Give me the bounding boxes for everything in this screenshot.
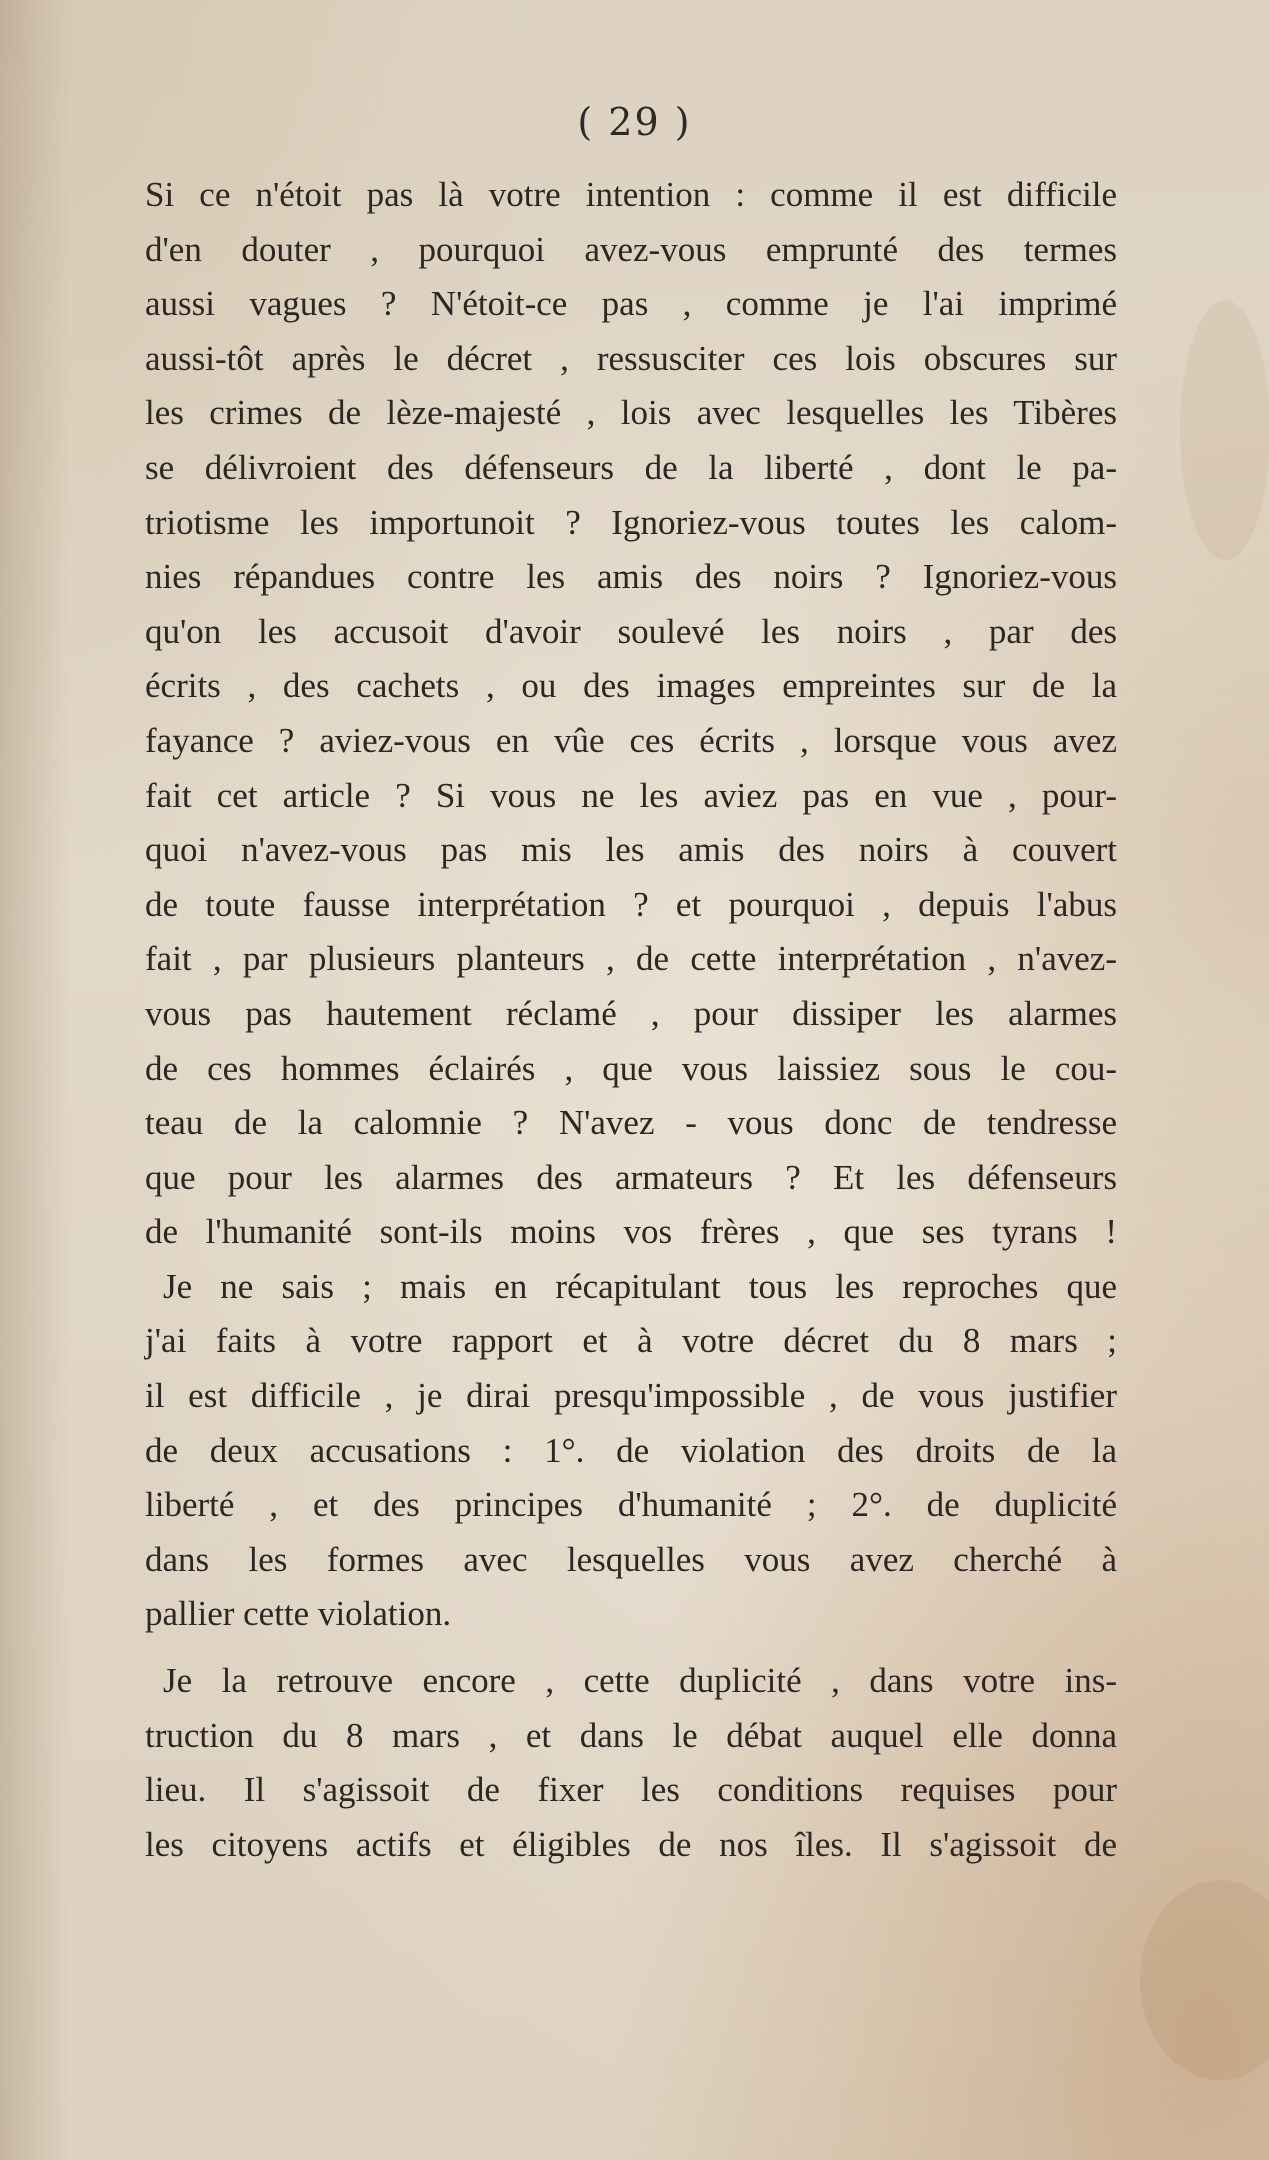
text-line: fait cet article ? Si vous ne les aviez pas en vue , pour- — [145, 775, 1117, 815]
text-line: il est difficile , je dirai presqu'impossible , de vous justifier — [145, 1376, 1117, 1416]
text-line: les crimes de lèze-majesté , lois avec lesquelles les Tibères — [145, 393, 1117, 433]
text-line: de l'humanité sont-ils moins vos frères , que ses tyrans ! — [145, 1212, 1117, 1252]
text-line: aussi vagues ? N'étoit-ce pas , comme je l'ai imprimé — [145, 284, 1117, 324]
text-line: fait , par plusieurs planteurs , de cette interprétation , n'avez- — [145, 939, 1117, 979]
text-line: d'en douter , pourquoi avez-vous emprunté des termes — [145, 229, 1117, 269]
paper-stain — [1140, 1880, 1269, 2080]
text-line: de ces hommes éclairés , que vous laissiez sous le cou- — [145, 1048, 1117, 1088]
text-line: Je ne sais ; mais en récapitulant tous les reproches que — [163, 1266, 1117, 1306]
text-line: Si ce n'étoit pas là votre intention : comme il est difficile — [145, 175, 1117, 214]
text-line: j'ai faits à votre rapport et à votre décret du 8 mars ; — [145, 1321, 1117, 1361]
page-spine-shadow — [0, 0, 70, 2160]
text-line: triotisme les importunoit ? Ignoriez-vous toutes les calom- — [145, 502, 1117, 542]
paragraph — [145, 1654, 1117, 1872]
text-line: se délivroient des défenseurs de la liberté , dont le pa- — [145, 447, 1117, 487]
text-line: dans les formes avec lesquelles vous avez cherché à — [145, 1539, 1117, 1579]
text-line: pallier cette violation. — [145, 1594, 452, 1634]
text-line: lieu. Il s'agissoit de fixer les conditions requises pour — [145, 1770, 1117, 1810]
text-line: les citoyens actifs et éligibles de nos îles. Il s'agissoit de — [145, 1824, 1117, 1864]
body-text — [145, 168, 1117, 1872]
page-number: ( 29 ) — [577, 100, 692, 144]
paper-stain — [1180, 300, 1269, 560]
text-line: Je la retrouve encore , cette duplicité , dans votre ins- — [163, 1661, 1117, 1701]
text-line: de deux accusations : 1°. de violation des droits de la — [145, 1430, 1117, 1470]
text-line: truction du 8 mars , et dans le débat auquel elle donna — [145, 1715, 1117, 1755]
paragraph-gap — [145, 1642, 1117, 1654]
text-line: de toute fausse interprétation ? et pourquoi , depuis l'abus — [145, 884, 1117, 924]
paragraph — [145, 168, 1117, 1260]
paragraph — [145, 1260, 1117, 1642]
text-line: que pour les alarmes des armateurs ? Et les défenseurs — [145, 1157, 1117, 1197]
text-line: nies répandues contre les amis des noirs ? Ignoriez-vous — [145, 557, 1117, 597]
text-line: qu'on les accusoit d'avoir soulevé les noirs , par des — [145, 611, 1117, 651]
text-line: liberté , et des principes d'humanité ; 2°. de duplicité — [145, 1485, 1117, 1525]
text-line: aussi-tôt après le décret , ressusciter ces lois obscures sur — [145, 338, 1117, 378]
text-line: teau de la calomnie ? N'avez - vous donc de tendresse — [145, 1103, 1117, 1143]
text-line: fayance ? aviez-vous en vûe ces écrits , lorsque vous avez — [145, 720, 1117, 760]
text-line: écrits , des cachets , ou des images empreintes sur de la — [145, 666, 1117, 706]
text-line: quoi n'avez-vous pas mis les amis des noirs à couvert — [145, 830, 1117, 870]
text-line: vous pas hautement réclamé , pour dissiper les alarmes — [145, 993, 1117, 1033]
